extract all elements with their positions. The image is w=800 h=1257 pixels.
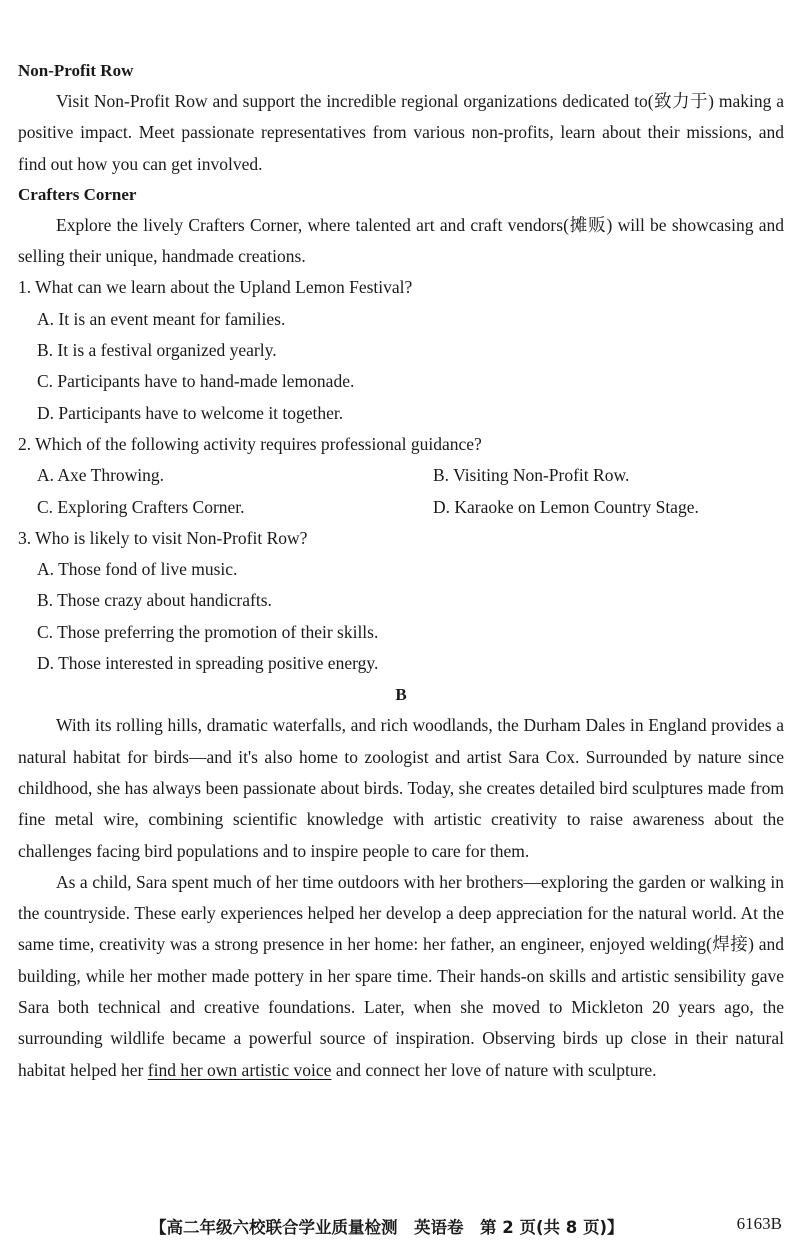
section-label-b: B [395, 685, 407, 705]
question-2-option-c: C. Exploring Crafters Corner. [37, 496, 245, 517]
question-2-options-row-2 [18, 492, 784, 523]
question-2-options-row-1 [18, 460, 784, 491]
question-3-option-d: D. Those interested in spreading positive energy. [37, 653, 379, 674]
question-3-stem: 3. Who is likely to visit Non-Profit Row? [18, 527, 308, 548]
page-content [18, 56, 784, 1086]
question-3-option-c: C. Those preferring the promotion of their skills. [37, 621, 379, 642]
footer-code: 6163B [736, 1214, 782, 1233]
question-2-stem: 2. Which of the following activity requires professional guidance? [18, 433, 482, 454]
question-1-option-a: A. It is an event meant for families. [37, 308, 286, 329]
question-2-option-a: A. Axe Throwing. [37, 465, 165, 486]
paragraph-crafters-corner: Explore the lively Crafters Corner, where talented art and craft vendors(摊贩) will be showcasing and selling their unique, handmade creations. [18, 214, 784, 267]
question-1-stem: 1. What can we learn about the Upland Lemon Festival? [18, 277, 413, 298]
question-2-option-d: D. Karaoke on Lemon Country Stage. [433, 496, 699, 517]
underlined-phrase: find her own artistic voice [147, 1059, 332, 1080]
footer-title: 【高二年级六校联合学业质量检测 英语卷 第 2 页(共 8 页)】 [150, 1218, 624, 1237]
page-footer [0, 1214, 800, 1244]
passage-b-paragraph-2-end: and connect her love of nature with sculpture. [331, 1059, 657, 1080]
question-3-option-a: A. Those fond of live music. [37, 559, 238, 580]
passage-b-paragraph-2-start: As a child, Sara spent much of her time outdoors with her brothers—exploring the garden or walking in the countryside. These early experiences helped her develop a deep appreciation for the natural world. At the same time, creativity was a strong presence in her home: her father, an engineer, enjoyed welding(焊接) and building, while her mother made pottery in her spare time. Their hands-on skills and artistic sensibility gave Sara both technical and creative foundations. Later, when she moved to Mickleton 20 years ago, the surrounding wildlife became a powerful source of inspiration. Observing birds up close in their natural habitat helped her [18, 871, 784, 1080]
heading-crafters-corner: Crafters Corner [18, 184, 137, 204]
paragraph-non-profit-row: Visit Non-Profit Row and support the incredible regional organizations dedicated to(致力于) making a positive impact. Meet passionate representatives from various non-profits, learn about their missions, and find out how you can get involved. [18, 91, 784, 174]
question-3-option-b: B. Those crazy about handicrafts. [37, 590, 272, 611]
passage-b-paragraph-1: With its rolling hills, dramatic waterfalls, and rich woodlands, the Durham Dales in England provides a natural habitat for birds—and it's also home to zoologist and artist Sara Cox. Surrounded by nature since childhood, she has always been passionate about birds. Today, she creates detailed bird sculptures made from fine metal wire, combining scientific knowledge with artistic creativity to raise awareness about the challenges facing bird populations and to inspire people to care for them. [18, 715, 784, 861]
question-1-option-b: B. It is a festival organized yearly. [37, 340, 277, 361]
question-1-option-d: D. Participants have to welcome it together. [37, 402, 344, 423]
heading-non-profit-row: Non-Profit Row [18, 61, 134, 80]
question-1-option-c: C. Participants have to hand-made lemonade. [37, 371, 355, 392]
question-2-option-b: B. Visiting Non-Profit Row. [433, 465, 630, 486]
passage-b-paragraph-2 [18, 867, 784, 1086]
